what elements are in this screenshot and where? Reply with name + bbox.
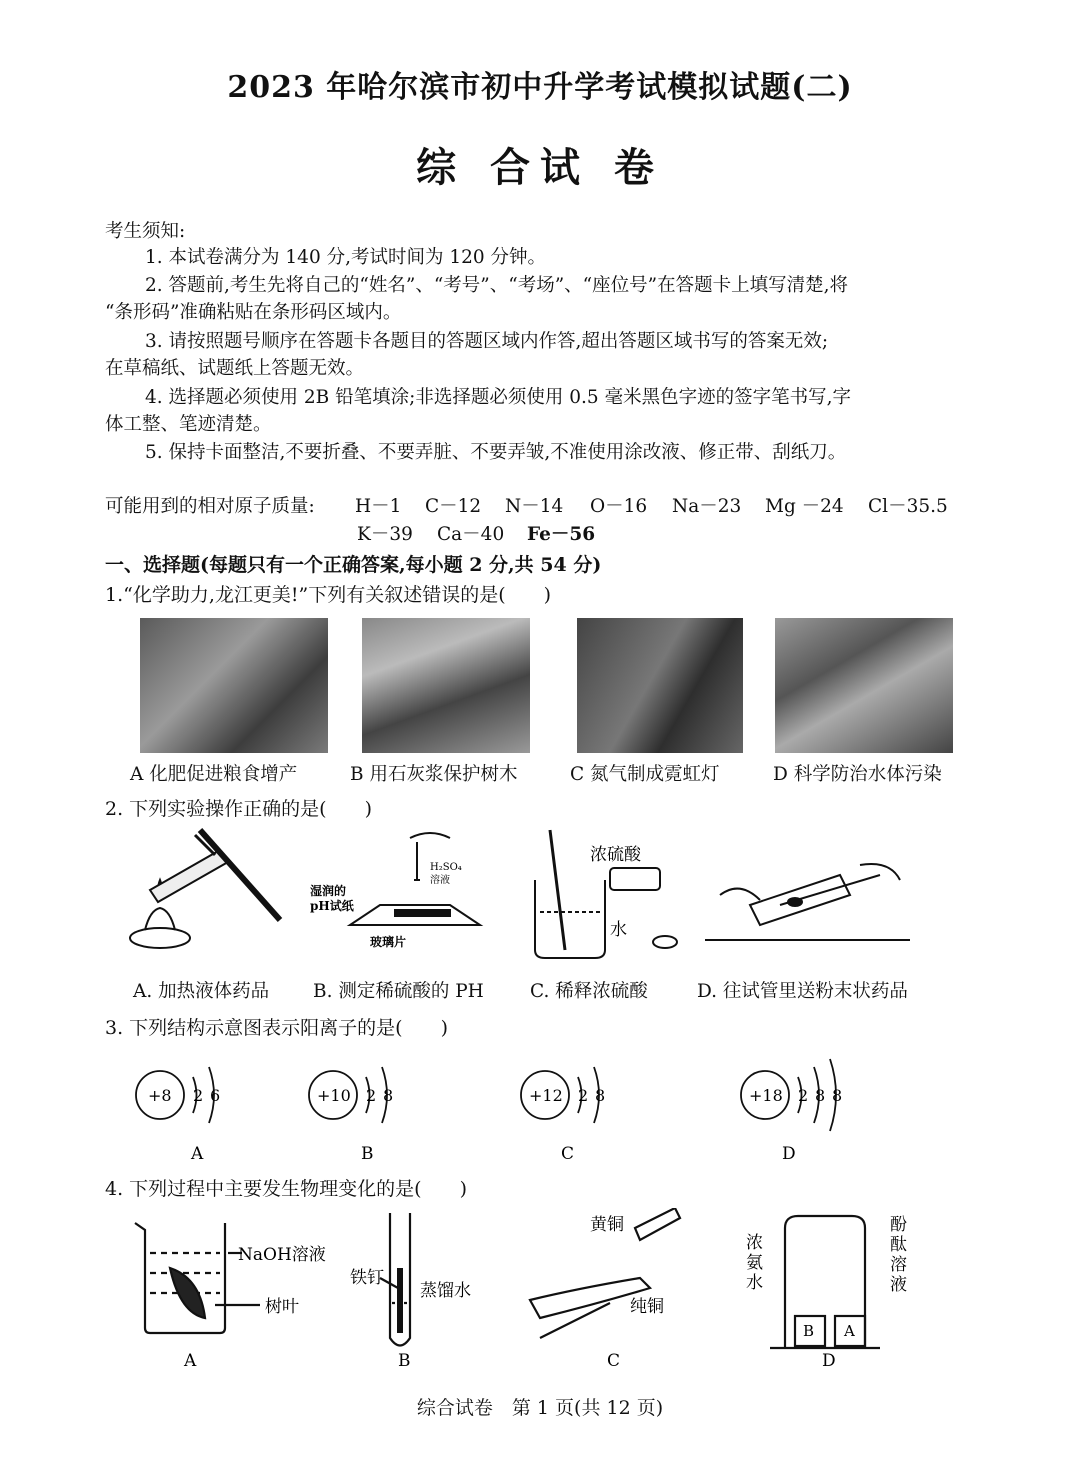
q4-label-ammonia-1: 浓 [746, 1233, 763, 1253]
q3-diagrams [120, 1055, 880, 1165]
q4-label-naoh: NaOH溶液 [238, 1245, 326, 1265]
q4-beaker-a-label: A [844, 1322, 855, 1340]
q3-d-shell-2: 8 [815, 1086, 826, 1105]
q1-option-d: D 科学防治水体污染 [773, 764, 942, 785]
q4-option-d: D [822, 1351, 836, 1371]
notice-item-1: 1. 本试卷满分为 140 分,考试时间为 120 分钟。 [145, 247, 547, 268]
q3-label-a: A [191, 1144, 204, 1164]
q4-label-phenol-4: 液 [890, 1275, 907, 1295]
q2-stem: 2. 下列实验操作正确的是( ) [105, 798, 372, 820]
q4-label-ammonia-3: 水 [746, 1273, 763, 1293]
q1-photo-c [577, 618, 743, 753]
q4-label-phenol-2: 酞 [890, 1235, 907, 1255]
mass-n: N－14 [505, 496, 564, 517]
q2-label-solution: 溶液 [430, 875, 450, 886]
exam-subtitle: 综 合试 卷 [416, 144, 664, 191]
mass-c: C－12 [425, 496, 482, 517]
q1-option-c: C 氮气制成霓虹灯 [570, 764, 720, 785]
q4-label-brass: 黄铜 [590, 1215, 624, 1235]
section-title: 一、选择题(每题只有一个正确答案,每小题 2 分,共 54 分) [105, 554, 602, 576]
q3-a-shell-1: 2 [193, 1086, 204, 1105]
notice-item-5: 5. 保持卡面整洁,不要折叠、不要弄脏、不要弄皱,不准使用涂改液、修正带、刮纸刀。 [145, 442, 847, 463]
q1-option-a: A 化肥促进粮食增产 [130, 764, 298, 785]
q2-label-water: 水 [610, 920, 627, 940]
q4-option-a: A [184, 1351, 197, 1371]
q4-option-c: C [607, 1351, 621, 1371]
q1-option-b: B 用石灰浆保护树木 [350, 764, 518, 785]
q2-option-d: D. 往试管里送粉末状药品 [697, 981, 908, 1002]
q2-label-glass: 玻璃片 [370, 935, 407, 949]
q4-label-ammonia-2: 氨 [746, 1253, 763, 1273]
q1-stem: 1.“化学助力,龙江更美!”下列有关叙述错误的是( ) [105, 584, 552, 606]
q3-b-charge: +10 [317, 1086, 351, 1105]
q4-label-leaf: 树叶 [265, 1297, 299, 1317]
notice-item-3-cont: 在草稿纸、试题纸上答题无效。 [105, 358, 365, 379]
notice-item-2-cont: “条形码”准确粘贴在条形码区域内。 [105, 302, 402, 323]
q4-option-b: B [398, 1351, 411, 1371]
q3-b-shell-2: 8 [383, 1086, 394, 1105]
q3-c-shell-1: 2 [578, 1086, 589, 1105]
q3-a-shell-2: 6 [210, 1086, 221, 1105]
q2-option-c: C. 稀释浓硫酸 [530, 981, 648, 1002]
q1-photo-a [140, 618, 328, 753]
q2-option-a: A. 加热液体药品 [133, 981, 270, 1002]
mass-k: K－39 [357, 524, 413, 545]
q3-label-d: D [782, 1144, 796, 1164]
notice-item-4-cont: 体工整、笔迹清楚。 [105, 414, 272, 435]
q2-diagrams [120, 820, 980, 970]
mass-mg: Mg －24 [765, 496, 844, 517]
q4-label-nail: 铁钉 [350, 1268, 384, 1288]
atomic-mass-label: 可能用到的相对原子质量: [105, 496, 315, 517]
q3-d-shell-3: 8 [832, 1086, 843, 1105]
mass-na: Na－23 [672, 496, 742, 517]
notice-item-3: 3. 请按照题号顺序在答题卡各题目的答题区域内作答,超出答题区域书写的答案无效; [145, 331, 829, 352]
notice-heading: 考生须知: [105, 221, 186, 242]
page-footer: 综合试卷 第 1 页(共 12 页) [416, 1397, 664, 1419]
q4-label-water: 蒸馏水 [420, 1281, 471, 1301]
q4-label-copper: 纯铜 [630, 1297, 664, 1317]
q2-label-acid: 浓硫酸 [590, 845, 641, 865]
q3-stem: 3. 下列结构示意图表示阳离子的是( ) [105, 1017, 448, 1039]
q4-c-brass [635, 1208, 680, 1240]
mass-fe: Fe－56 [527, 524, 596, 545]
q2-diagram-d [705, 864, 910, 940]
q3-c-shell-2: 8 [595, 1086, 606, 1105]
q3-d-charge: +18 [749, 1086, 783, 1105]
q1-photo-d [775, 618, 953, 753]
q3-label-b: B [361, 1144, 374, 1164]
q2-label-paper-2: pH试纸 [310, 899, 354, 913]
notice-item-2: 2. 答题前,考生先将自己的“姓名”、“考号”、“考场”、“座位号”在答题卡上填写清楚,将 [145, 275, 848, 296]
q3-c-charge: +12 [529, 1086, 563, 1105]
q4-stem: 4. 下列过程中主要发生物理变化的是( ) [105, 1178, 467, 1200]
q4-label-phenol-3: 溶 [890, 1255, 907, 1275]
q2-label-paper-1: 湿润的 [310, 884, 347, 898]
q2-diagram-a [130, 830, 280, 948]
mass-ca: Ca－40 [437, 524, 505, 545]
notice-item-4: 4. 选择题必须使用 2B 铅笔填涂;非选择题必须使用 0.5 毫米黑色字迹的签字笔书写,字 [145, 387, 851, 408]
q1-photo-b [362, 618, 530, 753]
q4-beaker-b-label: B [803, 1322, 815, 1340]
q4-label-phenol-1: 酚 [890, 1215, 907, 1235]
q3-b-shell-1: 2 [366, 1086, 377, 1105]
q2-label-h2so4: H₂SO₄ [430, 862, 462, 873]
mass-o: O－16 [590, 496, 648, 517]
exam-title: 2023 年哈尔滨市初中升学考试模拟试题(二) [227, 70, 853, 105]
q4-diagrams [120, 1208, 940, 1378]
q3-a-charge: +8 [148, 1086, 172, 1105]
q3-d-shell-1: 2 [798, 1086, 809, 1105]
q2-diagram-b [350, 833, 480, 925]
mass-cl: Cl－35.5 [868, 496, 948, 517]
q3-label-c: C [561, 1144, 575, 1164]
mass-h: H－1 [355, 496, 402, 517]
q2-option-b: B. 测定稀硫酸的 PH [313, 981, 484, 1002]
